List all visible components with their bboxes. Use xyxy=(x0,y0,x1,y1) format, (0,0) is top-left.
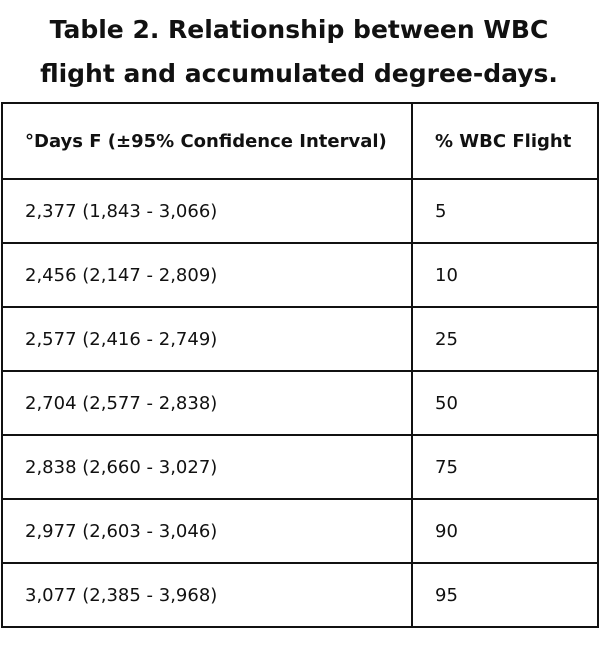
degree-days-cell: 2,838 (2,660 - 3,027) xyxy=(2,435,412,499)
degree-days-cell: 3,077 (2,385 - 3,968) xyxy=(2,563,412,627)
table-row xyxy=(2,243,598,307)
table-title-line-1: Table 2. Relationship between WBC xyxy=(49,15,549,44)
wbc-flight-cell: 95 xyxy=(412,563,598,627)
column-header-degree-days: °Days F (±95% Confidence Interval) xyxy=(2,103,412,179)
header-row xyxy=(2,103,598,179)
degree-days-cell: 2,377 (1,843 - 3,066) xyxy=(2,179,412,243)
degree-days-cell: 2,456 (2,147 - 2,809) xyxy=(2,243,412,307)
column-header-wbc-flight: % WBC Flight xyxy=(412,103,598,179)
wbc-flight-cell: 10 xyxy=(412,243,598,307)
table-title-line-2: flight and accumulated degree-days. xyxy=(40,59,558,88)
table-row xyxy=(2,499,598,563)
degree-days-cell: 2,704 (2,577 - 2,838) xyxy=(2,371,412,435)
table-header xyxy=(2,103,598,179)
degree-days-cell: 2,977 (2,603 - 3,046) xyxy=(2,499,412,563)
wbc-flight-cell: 25 xyxy=(412,307,598,371)
table-title xyxy=(0,8,598,96)
wbc-flight-cell: 90 xyxy=(412,499,598,563)
degree-days-cell: 2,577 (2,416 - 2,749) xyxy=(2,307,412,371)
table-row xyxy=(2,307,598,371)
wbc-flight-cell: 5 xyxy=(412,179,598,243)
table-row xyxy=(2,371,598,435)
wbc-flight-cell: 75 xyxy=(412,435,598,499)
table-row xyxy=(2,435,598,499)
wbc-flight-cell: 50 xyxy=(412,371,598,435)
table-body xyxy=(2,179,598,627)
table-row xyxy=(2,179,598,243)
degree-days-table xyxy=(1,102,599,628)
table-row xyxy=(2,563,598,627)
